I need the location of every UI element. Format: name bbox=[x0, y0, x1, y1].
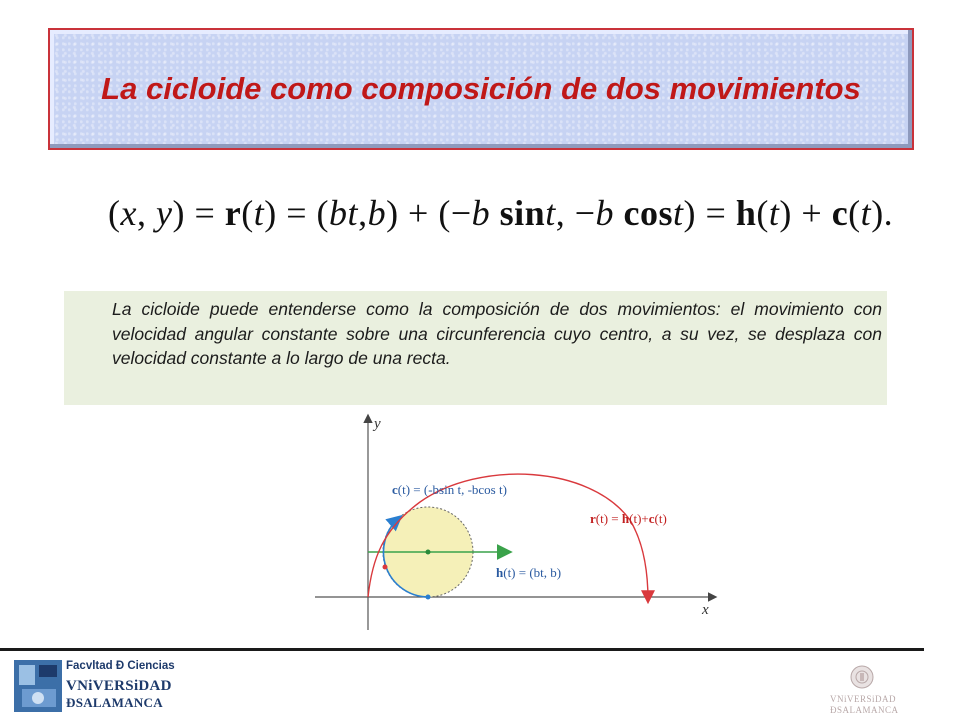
r-label-mid: (t) = bbox=[595, 511, 622, 526]
cycloid-point-dot bbox=[383, 565, 388, 570]
formula-var-x: x bbox=[120, 193, 137, 233]
formula-var-t: t bbox=[860, 193, 872, 233]
h-label-rest: (t) = (bt, b) bbox=[503, 565, 562, 580]
university-crest-icon bbox=[850, 664, 874, 690]
r-label-c: c bbox=[648, 511, 655, 526]
formula-part: ) = ( bbox=[264, 193, 330, 233]
formula-part: ) = bbox=[683, 193, 736, 233]
formula-var-t: t bbox=[768, 193, 780, 233]
paragraph-text: La cicloide puede entenderse como la composición de dos movimientos: el movimiento con velocidad angular constante sobre una circunferencia cuyo centro, a su vez, se desplaza con velocidad constante a lo largo de una recta. bbox=[112, 299, 882, 368]
formula-part: , bbox=[358, 193, 368, 233]
formula-vector-c: c bbox=[831, 193, 849, 233]
formula-vector-h: h bbox=[735, 193, 757, 233]
formula-var-b: b bbox=[367, 193, 387, 233]
formula-var-t: t bbox=[673, 193, 684, 233]
formula-part: ( bbox=[108, 193, 121, 233]
cycloid-figure bbox=[310, 410, 730, 635]
formula-vector-r: r bbox=[224, 193, 242, 233]
university-name-line2: ÐSALAMANCA bbox=[66, 695, 163, 710]
formula-part: ( bbox=[241, 193, 254, 233]
formula-var-y: y bbox=[155, 193, 173, 233]
c-label-bold: c bbox=[392, 482, 398, 497]
formula-cos: cos bbox=[614, 193, 674, 233]
formula-var-t: t bbox=[253, 193, 265, 233]
formula-var-b: b bbox=[595, 193, 615, 233]
university-name-right-line1: VNiVERSiDAD bbox=[830, 694, 897, 704]
footer-divider bbox=[0, 648, 924, 651]
x-axis-label: x bbox=[702, 602, 709, 618]
circle-center-dot bbox=[426, 550, 431, 555]
university-name-right-line2: ÐSALAMANCA bbox=[830, 705, 899, 715]
formula-part: ) + (− bbox=[386, 193, 472, 233]
formula-part: , − bbox=[555, 193, 596, 233]
r-label bbox=[590, 511, 667, 526]
c-label-rest: (t) = (-bsin t, -bcos t) bbox=[397, 482, 507, 497]
university-name-line1: VNiVERSiDAD bbox=[66, 678, 172, 694]
c-label bbox=[392, 482, 507, 497]
y-axis-label: y bbox=[374, 416, 381, 432]
formula-var-t: t bbox=[545, 193, 556, 233]
formula-part: ) + bbox=[779, 193, 832, 233]
slide-title: La cicloide como composición de dos movimientos bbox=[101, 71, 861, 106]
title-banner bbox=[48, 28, 914, 150]
r-label-end: (t) bbox=[654, 511, 667, 526]
formula-part: ( bbox=[756, 193, 769, 233]
formula-var-bt: bt bbox=[329, 193, 359, 233]
h-label bbox=[496, 565, 561, 580]
formula-part: ). bbox=[871, 193, 894, 233]
formula-sin: sin bbox=[490, 193, 546, 233]
formula-var-b: b bbox=[471, 193, 491, 233]
r-label-bold: r bbox=[590, 511, 596, 526]
cycloid-formula bbox=[108, 192, 894, 244]
faculty-name: Facvltad Ð Ciencias bbox=[66, 660, 175, 672]
r-label-h: h bbox=[621, 511, 630, 526]
formula-part: , bbox=[136, 193, 156, 233]
h-label-bold: h bbox=[496, 565, 504, 580]
formula-part: ( bbox=[848, 193, 861, 233]
formula-part: ) = bbox=[172, 193, 225, 233]
r-label-mid2: (t)+ bbox=[629, 511, 649, 526]
contact-point-dot bbox=[426, 595, 431, 600]
